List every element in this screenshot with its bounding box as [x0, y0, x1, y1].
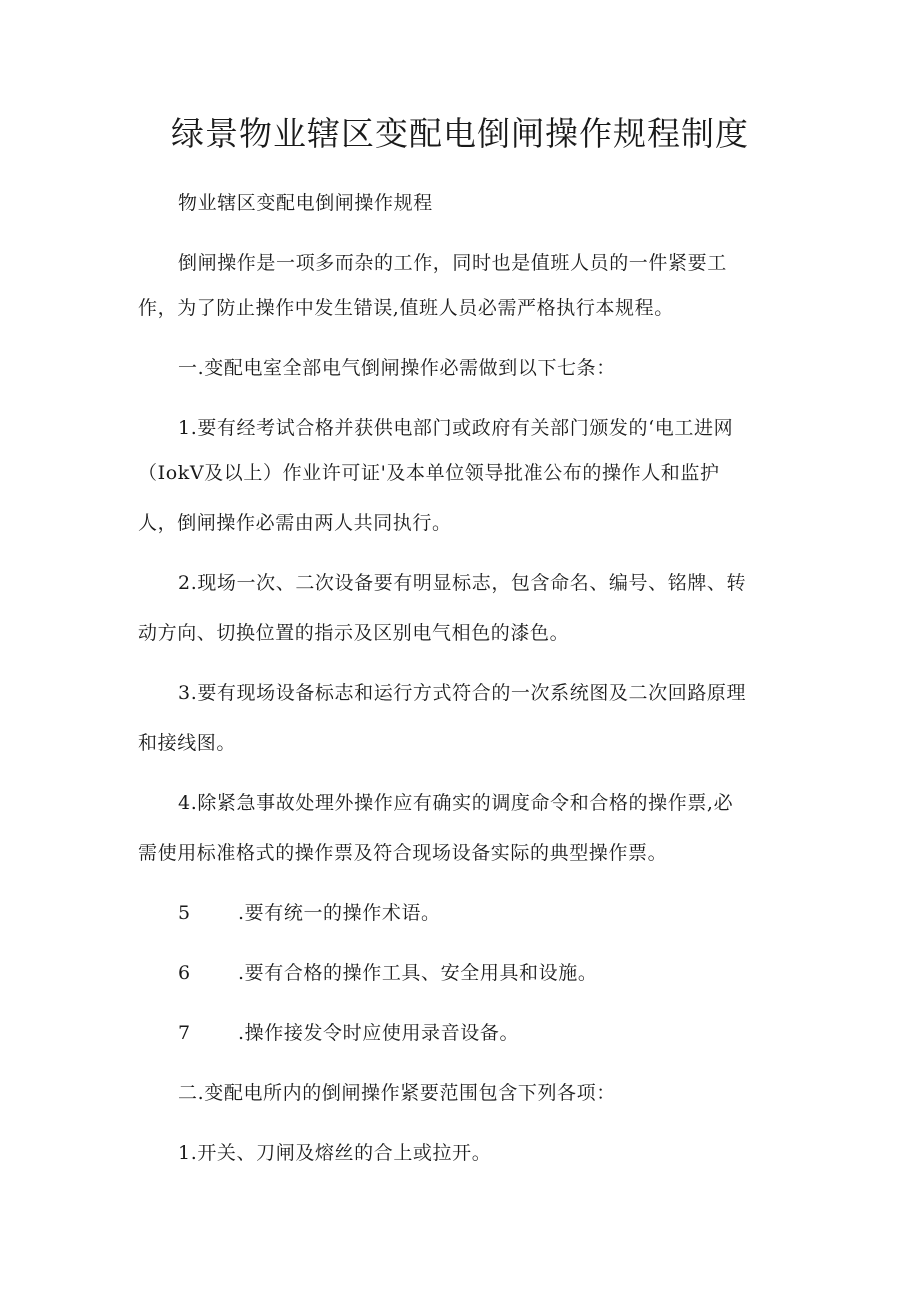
item-2-line-1: 2.现场一次、二次设备要有明显标志，包含命名、编号、铭牌、转: [178, 572, 747, 594]
item-1-line-1: 1.要有经考试合格并获供电部门或政府有关部门颁发的‘电工进网: [178, 417, 734, 439]
item-4-line-2: 需使用标准格式的操作票及符合现场设备实际的典型操作票。: [138, 842, 668, 864]
item-1-line-2: （IokV及以上）作业许可证'及本单位领导批准公布的操作人和监护: [138, 462, 720, 484]
item-6: [178, 958, 597, 988]
item-4-line-1: 4.除紧急事故处理外操作应有确实的调度命令和合格的操作票,必: [178, 792, 734, 814]
section-2-heading: 二.变配电所内的倒闸操作紧要范围包含下列各项：: [178, 1082, 616, 1104]
item-7: [178, 1018, 519, 1048]
item-7-text: .操作接发令时应使用录音设备。: [238, 1022, 520, 1044]
item-2-line-2: 动方向、切换位置的指示及区别电气相色的漆色。: [138, 622, 570, 644]
document-title: 绿景物业辖区变配电倒闸操作规程制度: [171, 114, 749, 153]
item-5: [178, 898, 441, 928]
section-2-item-1: 1.开关、刀闸及熔丝的合上或拉开。: [178, 1142, 492, 1164]
intro-paragraph-line-1: 倒闸操作是一项多而杂的工作，同时也是值班人员的一件紧要工: [178, 252, 727, 274]
document-subtitle: 物业辖区变配电倒闸操作规程: [178, 192, 433, 214]
item-7-number: 7: [178, 1022, 191, 1044]
section-1-heading: 一.变配电室全部电气倒闸操作必需做到以下七条：: [178, 357, 616, 379]
item-1-line-3: 人，倒闸操作必需由两人共同执行。: [138, 512, 452, 534]
item-6-text: .要有合格的操作工具、安全用具和设施。: [238, 962, 598, 984]
item-3-line-1: 3.要有现场设备标志和运行方式符合的一次系统图及二次回路原理: [178, 682, 747, 704]
item-5-number: 5: [178, 902, 191, 924]
item-6-number: 6: [178, 962, 191, 984]
item-3-line-2: 和接线图。: [138, 732, 237, 754]
intro-paragraph-line-2: 作，为了防止操作中发生错误,值班人员必需严格执行本规程。: [138, 297, 674, 319]
item-5-text: .要有统一的操作术语。: [238, 902, 441, 924]
